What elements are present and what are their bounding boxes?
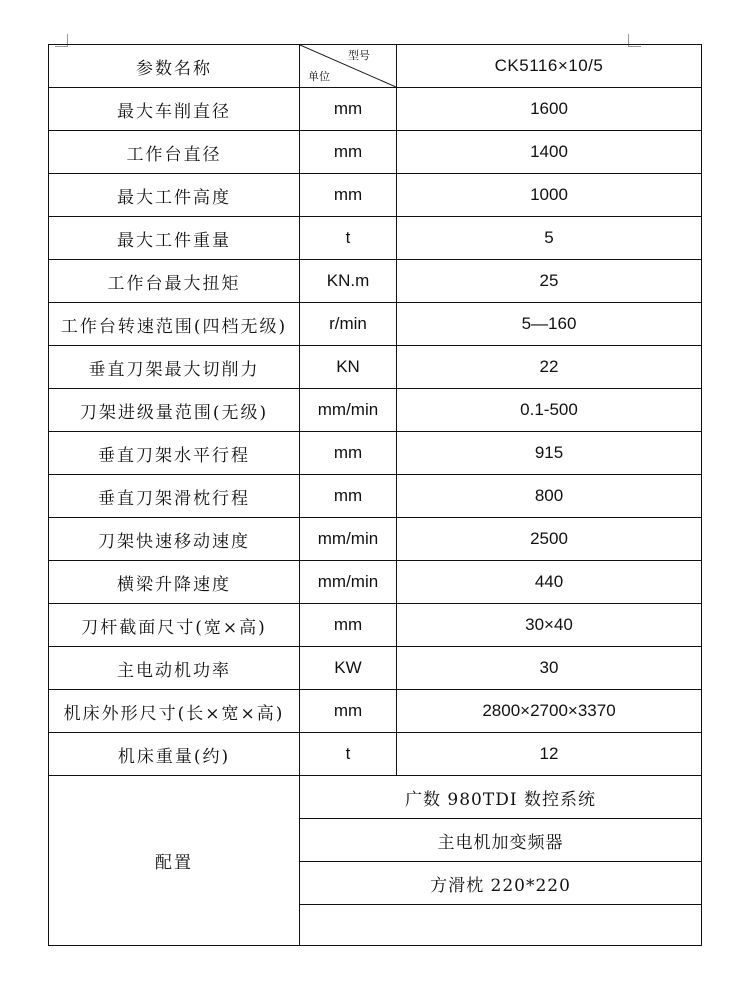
table-row [49,690,702,733]
param-name-cell: 垂直刀架水平行程 [49,432,300,475]
param-name-cell: 主电动机功率 [49,647,300,690]
param-name-cell: 最大车削直径 [49,88,300,131]
table-row [49,260,702,303]
value-cell: 2800×2700×3370 [397,690,702,733]
value-cell: 0.1-500 [397,389,702,432]
value-cell: 1400 [397,131,702,174]
table-row [49,131,702,174]
value-cell: 30 [397,647,702,690]
unit-label: 单位 [308,70,330,83]
table-row [49,733,702,776]
unit-cell: mm/min [300,518,397,561]
param-name-cell: 机床重量(约) [49,733,300,776]
param-name-cell: 工作台转速范围(四档无级) [49,303,300,346]
value-cell: 5—160 [397,303,702,346]
table-row [49,475,702,518]
value-cell: 25 [397,260,702,303]
param-name-cell: 垂直刀架最大切削力 [49,346,300,389]
unit-cell: mm [300,604,397,647]
table-row [49,346,702,389]
unit-cell: mm [300,475,397,518]
unit-cell: mm [300,690,397,733]
value-cell: 440 [397,561,702,604]
table-row [49,518,702,561]
value-cell: 1600 [397,88,702,131]
diagonal-header-cell [300,45,397,88]
config-label: 配置 [49,776,300,946]
param-name-cell: 最大工件高度 [49,174,300,217]
table-row [49,389,702,432]
param-name-cell: 刀架进级量范围(无级) [49,389,300,432]
value-cell: 915 [397,432,702,475]
unit-cell: mm [300,131,397,174]
param-name-cell: 工作台直径 [49,131,300,174]
value-cell: 1000 [397,174,702,217]
unit-cell: mm [300,88,397,131]
param-name-cell: 机床外形尺寸(长×宽×高) [49,690,300,733]
header-row [49,45,702,88]
unit-cell: KW [300,647,397,690]
unit-cell: KN.m [300,260,397,303]
table-row [49,217,702,260]
table-row [49,604,702,647]
value-cell: 800 [397,475,702,518]
unit-cell: t [300,217,397,260]
config-item: 方滑枕 220*220 [300,862,702,905]
config-item [300,905,702,946]
param-name-cell: 工作台最大扭矩 [49,260,300,303]
config-row [49,776,702,819]
table-row [49,303,702,346]
table-row [49,174,702,217]
unit-cell: mm [300,432,397,475]
config-item: 广数 980TDI 数控系统 [300,776,702,819]
value-cell: 2500 [397,518,702,561]
unit-cell: mm [300,174,397,217]
value-cell: 22 [397,346,702,389]
table-row [49,432,702,475]
value-cell: 12 [397,733,702,776]
table-row [49,561,702,604]
table-row [49,88,702,131]
value-cell: 30×40 [397,604,702,647]
unit-cell: mm/min [300,389,397,432]
model-label: 型号 [348,49,370,62]
param-name-cell: 刀杆截面尺寸(宽×高) [49,604,300,647]
param-name-cell: 最大工件重量 [49,217,300,260]
param-name-cell: 刀架快速移动速度 [49,518,300,561]
param-name-header: 参数名称 [49,45,300,88]
unit-cell: mm/min [300,561,397,604]
unit-cell: r/min [300,303,397,346]
model-value: CK5116×10/5 [397,45,702,88]
param-name-cell: 横梁升降速度 [49,561,300,604]
unit-cell: KN [300,346,397,389]
value-cell: 5 [397,217,702,260]
unit-cell: t [300,733,397,776]
table-row [49,647,702,690]
config-item: 主电机加变频器 [300,819,702,862]
param-name-cell: 垂直刀架滑枕行程 [49,475,300,518]
spec-table [48,44,702,946]
